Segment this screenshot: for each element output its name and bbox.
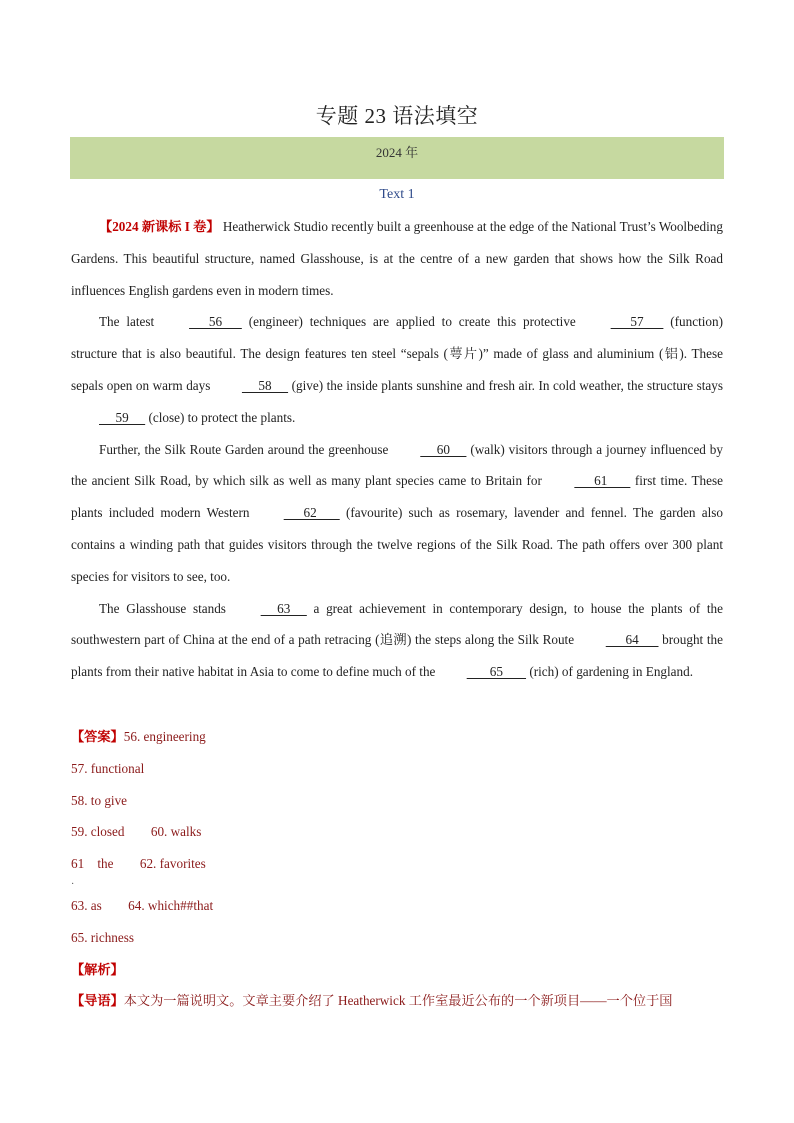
answer-dot: ·	[71, 878, 75, 890]
paragraph-3	[71, 434, 723, 593]
blank-64: 64	[605, 632, 659, 648]
paragraph-2	[71, 306, 723, 433]
answer-label: 【答案】	[71, 729, 124, 744]
blank-58: 58	[241, 377, 289, 393]
paragraph-4-text-d: (rich) of gardening in England.	[526, 664, 694, 680]
answer-56: 56. engineering	[123, 729, 206, 744]
answer-65: 65. richness	[71, 929, 134, 945]
paragraph-1-text: Heatherwick Studio recently built a greenhouse at the edge of the National Trust’s Woolbeding Gardens. This beautiful structure, named Glasshouse, is at the centre of a new garden that shows how the Silk Road influences English gardens even in modern times.	[71, 219, 723, 298]
blank-62: 62	[283, 505, 340, 521]
blank-63: 63	[260, 600, 307, 616]
answer-63-64: 63. as 64. which##that	[71, 897, 214, 913]
blank-60: 60	[420, 441, 467, 457]
analysis-label: 【解析】	[71, 961, 124, 977]
paragraph-4-text-a: The Glasshouse stands	[99, 600, 233, 616]
blank-61: 61	[574, 473, 631, 489]
text-label: Text 1	[379, 187, 415, 202]
blank-57: 57	[610, 314, 664, 330]
blank-65: 65	[466, 664, 527, 680]
blank-59: 59	[99, 409, 146, 425]
paragraph-4	[71, 593, 723, 688]
paragraph-3-text-c: first time. These plants included modern Western	[71, 473, 723, 521]
year-label: 2024 年	[375, 145, 419, 160]
year-band	[70, 137, 724, 179]
answer-61-62: 61 the 62. favorites	[71, 856, 206, 872]
page-title: 专题 23 语法填空	[315, 104, 479, 128]
paragraph-4-text-c: brought the plants from their native habitat in Asia to come to define much of the	[71, 632, 723, 680]
answer-row	[71, 721, 723, 753]
paragraph-3-text-b: (walk) visitors through a journey influenced by the ancient Silk Road, by which silk as well as many plant species came to Britain for	[71, 441, 723, 489]
paragraph-2-text-a: The latest	[99, 314, 162, 330]
answer-58: 58. to give	[71, 792, 128, 808]
paragraph-2-text-e: (close) to protect the plants.	[145, 409, 296, 425]
paragraph-2-text-c: (function) structure that is also beautiful. The design features ten steel “sepals (萼片)” made of glass and aluminium (铝). These sepals open on warm days	[71, 314, 723, 393]
source-tag: 【2024 新课标 I 卷】	[99, 219, 220, 234]
analysis-row	[71, 954, 723, 986]
answer-57: 57. functional	[71, 760, 145, 776]
passage	[71, 211, 723, 688]
guide-text: 本文为一篇说明文。文章主要介绍了 Heatherwick 工作室最近公布的一个新项目——一个位于国	[123, 993, 673, 1009]
paragraph-2-text-b: (engineer) techniques are applied to create this protective	[241, 314, 583, 330]
blank-56: 56	[189, 314, 242, 330]
paragraph-2-text-d: (give) the inside plants sunshine and fresh air. In cold weather, the structure stays	[288, 377, 724, 393]
answers-section	[71, 721, 723, 1017]
paragraph-3-text-a: Further, the Silk Route Garden around the greenhouse	[99, 441, 393, 457]
answer-59-60: 59. closed 60. walks	[71, 824, 202, 840]
guide-label: 【导语】	[71, 993, 124, 1009]
paragraph-1	[71, 211, 723, 306]
paragraph-4-text-b: a great achievement in contemporary design, to house the plants of the southwestern part of China at the end of a path retracing (追溯) the steps along the Silk Route	[71, 600, 724, 648]
paragraph-3-text-d: (favourite) such as rosemary, lavender and fennel. The garden also contains a winding path that guides visitors through the twelve regions of the Silk Road. The path offers over 300 plant species for visitors to see, too.	[71, 505, 723, 584]
guide-row	[71, 985, 723, 1017]
